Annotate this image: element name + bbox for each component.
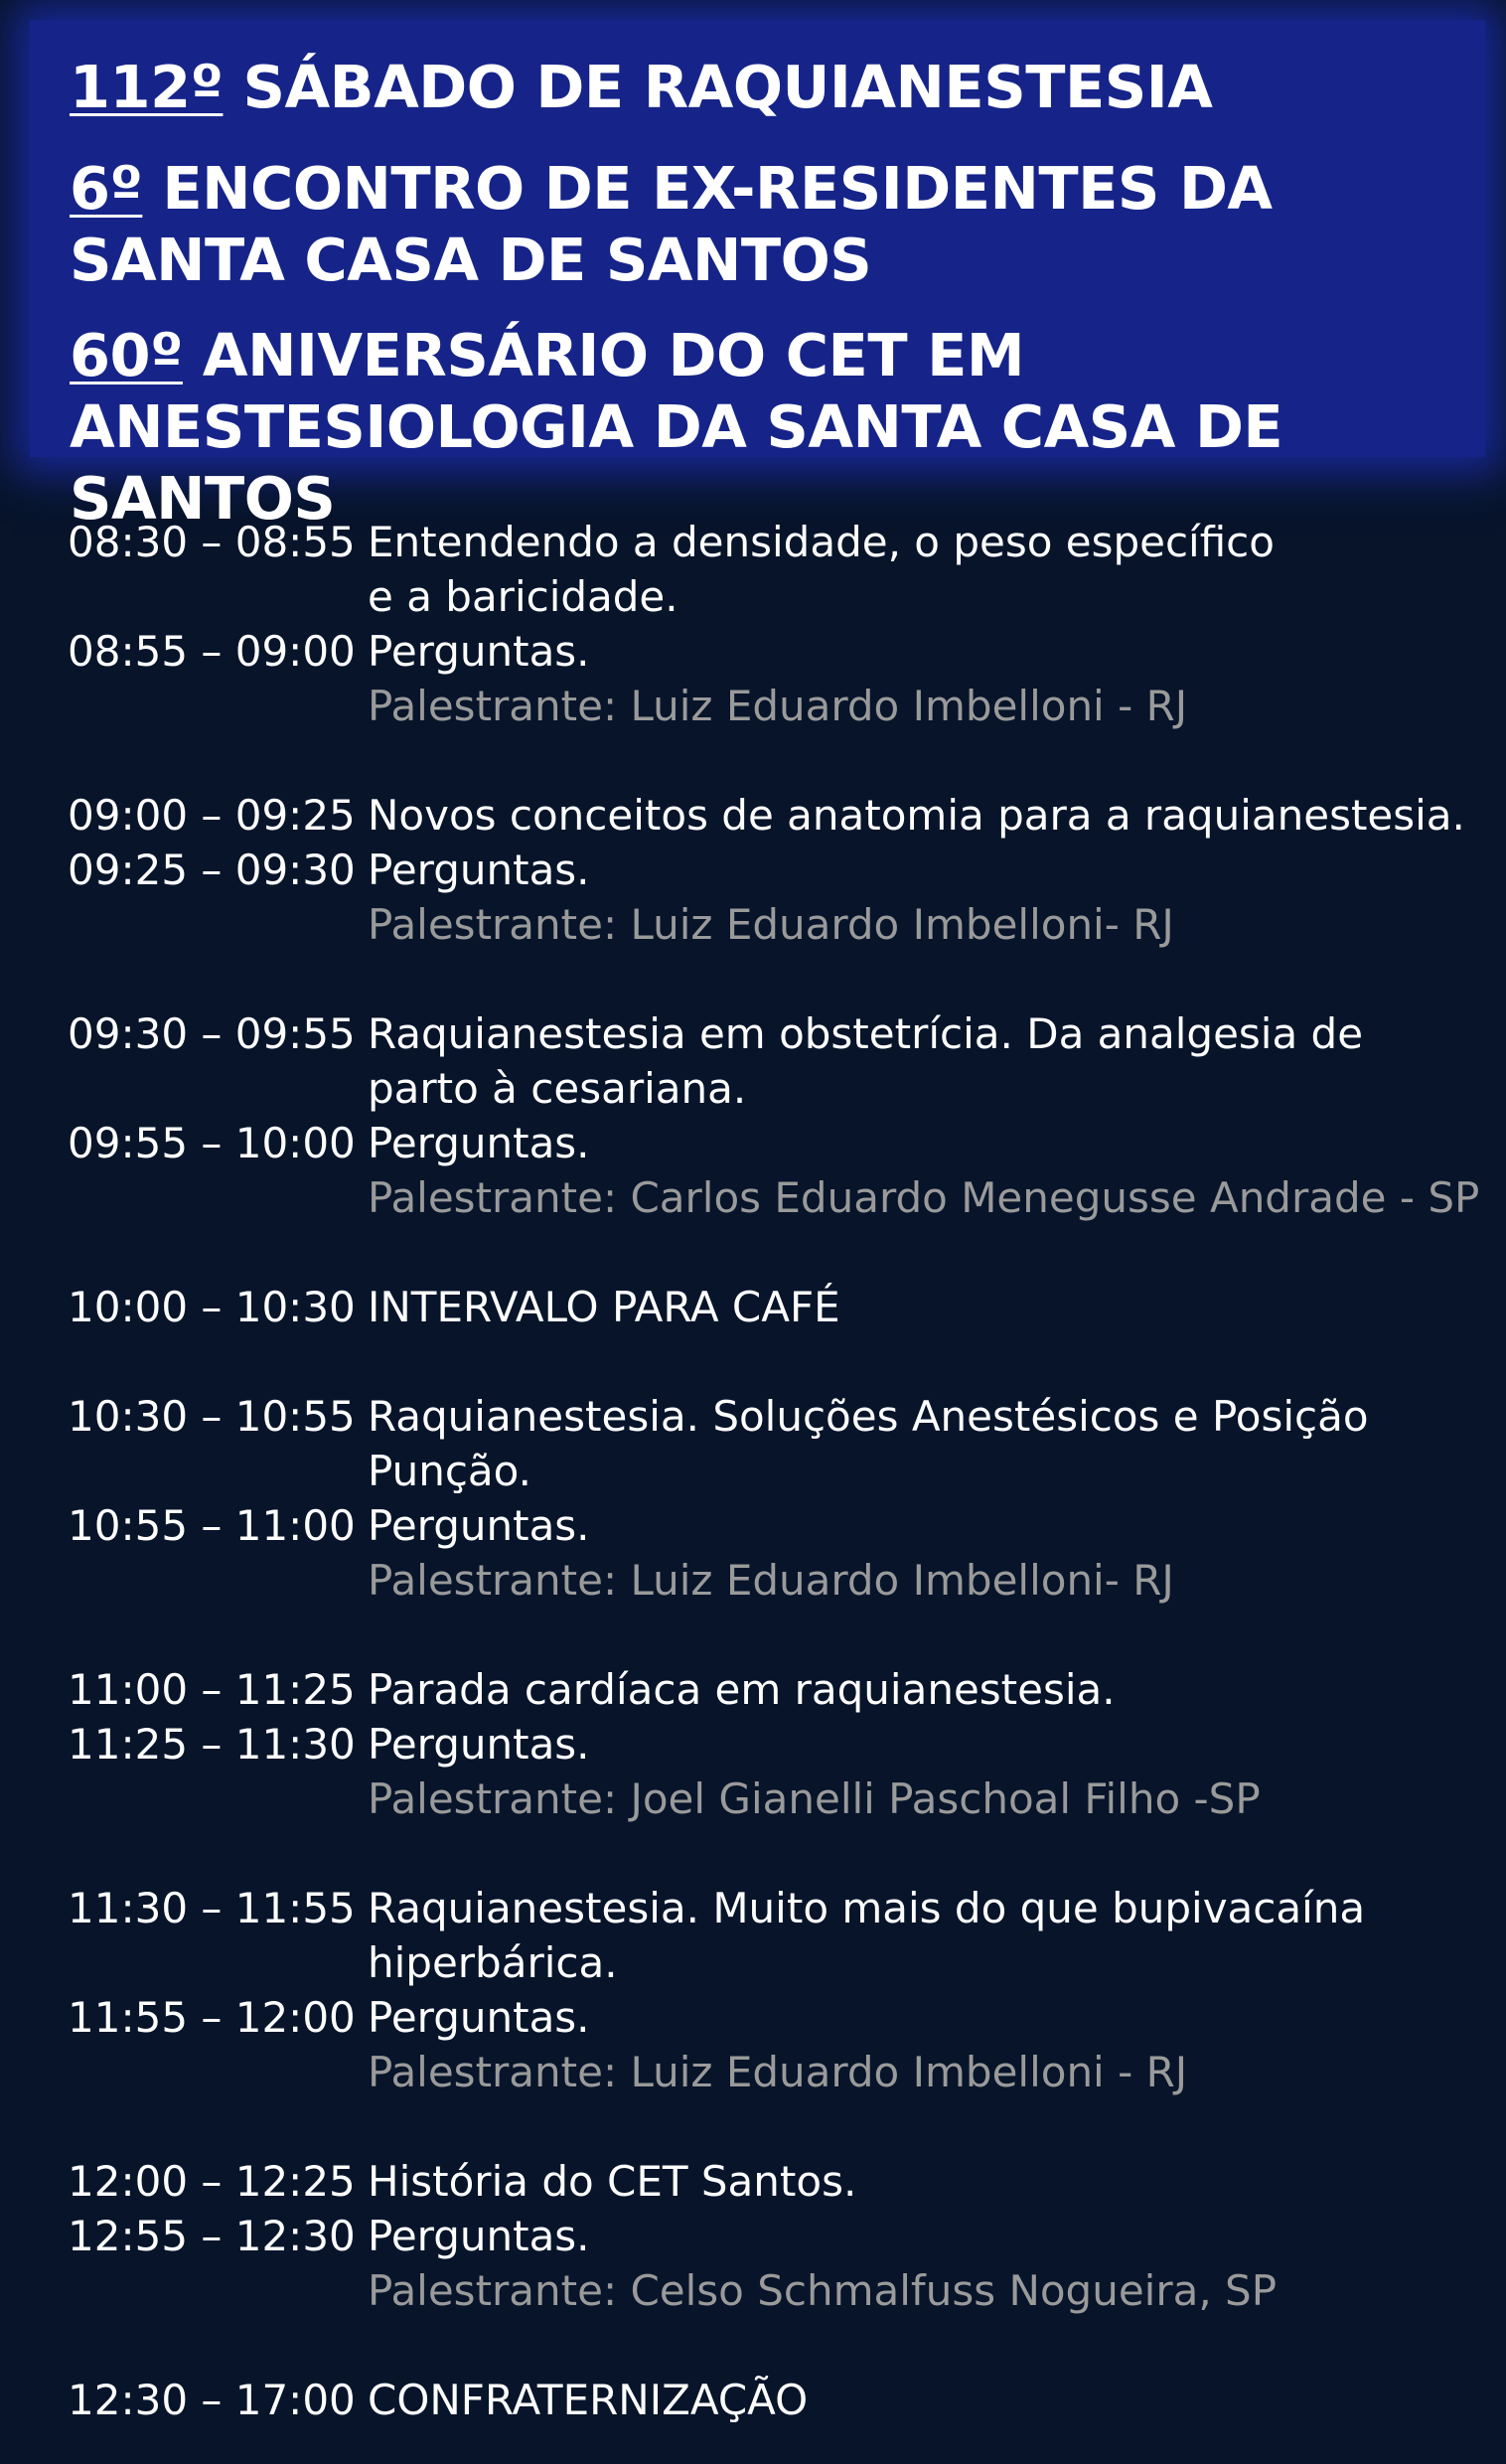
schedule-speaker-row — [0, 897, 1506, 952]
schedule-topic: Parada cardíaca em raquianestesia. — [368, 1665, 1116, 1714]
schedule-topic: parto à cesariana. — [368, 1064, 747, 1113]
schedule-time: 10:00 – 10:30 — [68, 1283, 356, 1331]
event-title-text: SÁBADO DE RAQUIANESTESIA — [223, 53, 1213, 121]
schedule-topic: Raquianestesia. Soluções Anestésicos e Posição — [368, 1392, 1369, 1441]
schedule-speaker-row — [0, 1771, 1506, 1826]
schedule-row — [0, 843, 1506, 897]
schedule-row — [0, 515, 1506, 569]
schedule-row — [0, 1280, 1506, 1334]
schedule-row — [0, 1662, 1506, 1717]
speaker-name: Palestrante: Carlos Eduardo Menegusse Andrade - SP — [368, 1173, 1480, 1222]
speaker-name: Palestrante: Celso Schmalfuss Nogueira, SP — [368, 2266, 1278, 2315]
schedule-speaker-row — [0, 1553, 1506, 1608]
schedule-row — [0, 1935, 1506, 1990]
schedule-topic: Perguntas. — [368, 1720, 590, 1769]
schedule-row — [0, 624, 1506, 679]
schedule-row — [0, 1990, 1506, 2045]
schedule-row — [0, 1444, 1506, 1498]
schedule-time: 08:55 – 09:00 — [68, 627, 356, 676]
schedule-time: 11:00 – 11:25 — [68, 1665, 356, 1714]
schedule-topic: Novos conceitos de anatomia para a raquianestesia. — [368, 791, 1465, 840]
schedule-time: 09:55 – 10:00 — [68, 1119, 356, 1167]
schedule-row — [0, 2373, 1506, 2427]
anniversary-number: 60º — [70, 321, 183, 389]
schedule-topic: Perguntas. — [368, 2212, 590, 2260]
schedule-time: 12:55 – 12:30 — [68, 2212, 356, 2260]
schedule-time: 08:30 – 08:55 — [68, 518, 356, 566]
speaker-name: Palestrante: Luiz Eduardo Imbelloni- RJ — [368, 900, 1174, 949]
schedule-topic: INTERVALO PARA CAFÉ — [368, 1283, 840, 1331]
schedule-topic: Raquianestesia. Muito mais do que bupivacaína — [368, 1884, 1366, 1932]
speaker-name: Palestrante: Luiz Eduardo Imbelloni - RJ — [368, 682, 1188, 730]
schedule-topic: e a baricidade. — [368, 572, 678, 621]
schedule-speaker-row — [0, 679, 1506, 733]
schedule-topic: Perguntas. — [368, 627, 590, 676]
schedule-time: 11:25 – 11:30 — [68, 1720, 356, 1769]
schedule-topic: Punção. — [368, 1447, 531, 1495]
schedule-speaker-row — [0, 2263, 1506, 2318]
schedule-time: 12:00 – 12:25 — [68, 2157, 356, 2206]
schedule-topic: Entendendo a densidade, o peso específico — [368, 518, 1275, 566]
reunion-text: ENCONTRO DE EX-RESIDENTES DA SANTA CASA DE SANTOS — [70, 154, 1273, 294]
schedule-row — [0, 1881, 1506, 1935]
event-title-number: 112º — [70, 53, 224, 121]
schedule-time: 10:55 – 11:00 — [68, 1501, 356, 1550]
schedule-time: 10:30 – 10:55 — [68, 1392, 356, 1441]
schedule-row — [0, 2209, 1506, 2263]
schedule-row — [0, 1717, 1506, 1771]
speaker-name: Palestrante: Joel Gianelli Paschoal Filho -SP — [368, 1774, 1261, 1823]
schedule-time: 11:30 – 11:55 — [68, 1884, 356, 1932]
schedule-topic: CONFRATERNIZAÇÃO — [368, 2376, 809, 2424]
schedule-row — [0, 569, 1506, 624]
schedule-row — [0, 2154, 1506, 2209]
speaker-name: Palestrante: Luiz Eduardo Imbelloni- RJ — [368, 1556, 1174, 1605]
schedule-topic: Perguntas. — [368, 1119, 590, 1167]
schedule-time: 12:30 – 17:00 — [68, 2376, 356, 2424]
schedule-time: 09:00 – 09:25 — [68, 791, 356, 840]
schedule-row — [0, 1061, 1506, 1116]
schedule-speaker-row — [0, 1170, 1506, 1225]
schedule-topic: Perguntas. — [368, 1501, 590, 1550]
schedule-topic: Perguntas. — [368, 846, 590, 894]
anniversary-text: ANIVERSÁRIO DO CET EM ANESTESIOLOGIA DA SANTA CASA DE SANTOS — [70, 321, 1283, 533]
schedule-topic: Perguntas. — [368, 1993, 590, 2042]
schedule-time: 09:30 – 09:55 — [68, 1009, 356, 1058]
schedule-time: 09:25 – 09:30 — [68, 846, 356, 894]
schedule-topic: Raquianestesia em obstetrícia. Da analgesia de — [368, 1009, 1364, 1058]
schedule-row — [0, 788, 1506, 843]
schedule-row — [0, 1116, 1506, 1170]
speaker-name: Palestrante: Luiz Eduardo Imbelloni - RJ — [368, 2048, 1188, 2096]
schedule-row — [0, 1006, 1506, 1061]
schedule-topic: hiperbárica. — [368, 1938, 618, 1987]
schedule-time: 11:55 – 12:00 — [68, 1993, 356, 2042]
schedule-speaker-row — [0, 2045, 1506, 2099]
schedule-topic: História do CET Santos. — [368, 2157, 857, 2206]
schedule-row — [0, 1498, 1506, 1553]
reunion-number: 6º — [70, 154, 143, 223]
schedule-row — [0, 1389, 1506, 1444]
